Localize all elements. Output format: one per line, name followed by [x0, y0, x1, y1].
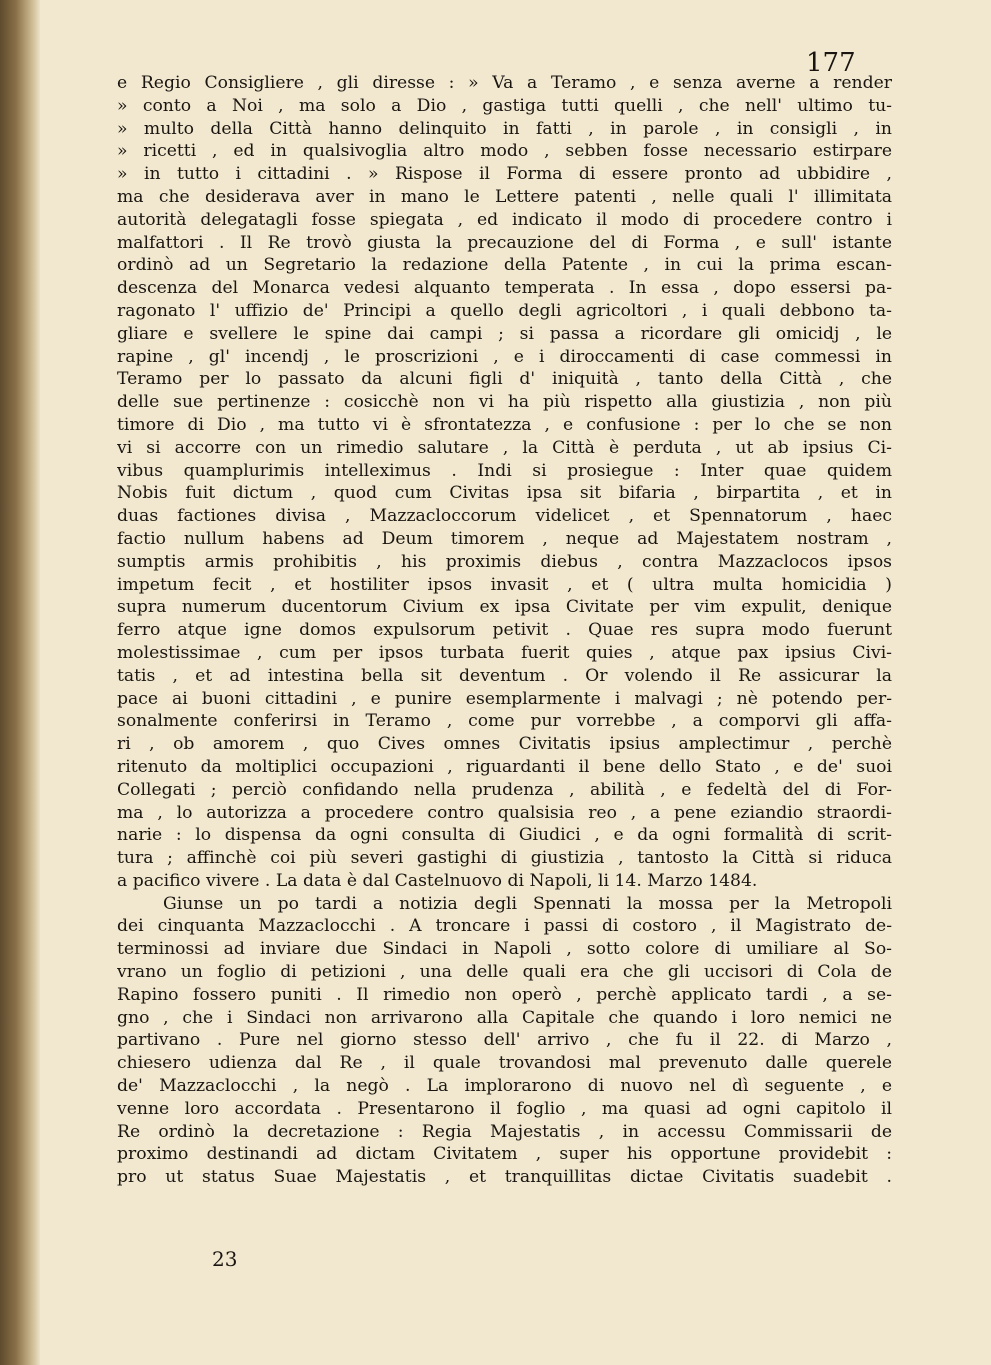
text-line: a pacifico vivere . La data è dal Castelnuovo di Napoli, li 14. Marzo 1484. [117, 870, 758, 891]
page-number: 177 [806, 48, 856, 78]
text-line: pace ai buoni cittadini , e punire esemplarmente i malvagi ; nè potendo per- [117, 688, 892, 709]
text-line: sonalmente conferirsi in Teramo , come pur vorrebbe , a comporvi gli affa- [117, 711, 892, 732]
text-line: duas factiones divisa , Mazzacloccorum videlicet , et Spennatorum , haec [117, 506, 892, 527]
text-line: de' Mazzaclocchi , la negò . La implorarono di nuovo nel dì seguente , e [117, 1076, 892, 1097]
signature-mark: 23 [212, 1247, 238, 1271]
text-line: venne loro accordata . Presentarono il foglio , ma quasi ad ogni capitolo il [117, 1098, 892, 1119]
text-line: delle sue pertinenze : cosicchè non vi ha più rispetto alla giustizia , non più [117, 392, 892, 413]
text-line: malfattori . Il Re trovò giusta la precauzione del di Forma , e sull' istante [117, 232, 892, 253]
text-line: timore di Dio , ma tutto vi è sfrontatezza , e confusione : per lo che se non [117, 414, 892, 435]
text-line: » in tutto i cittadini . » Rispose il Forma di essere pronto ad ubbidire , [117, 164, 892, 185]
text-line: vibus quamplurimis intelleximus . Indi si prosiegue : Inter quae quidem [117, 460, 892, 481]
text-line: factio nullum habens ad Deum timorem , neque ad Majestatem nostram , [117, 528, 892, 549]
text-line: ferro atque igne domos expulsorum petivit . Quae res supra modo fuerunt [117, 620, 892, 641]
text-line: » multo della Città hanno delinquito in fatti , in parole , in consigli , in [117, 118, 892, 139]
text-line: tatis , et ad intestina bella sit deventum . Or volendo il Re assicurar la [117, 665, 892, 686]
text-line: pro ut status Suae Majestatis , et tranquillitas dictae Civitatis suadebit . [117, 1167, 892, 1188]
text-line: Re ordinò la decretazione : Regia Majestatis , in accessu Commissarii de [117, 1121, 892, 1142]
text-line: supra numerum ducentorum Civium ex ipsa Civitate per vim expulit, denique [117, 597, 892, 618]
text-line: ma che desiderava aver in mano le Lettere patenti , nelle quali l' illimitata [117, 186, 892, 207]
text-line: Giunse un po tardi a notizia degli Spennati la mossa per la Metropoli [163, 893, 892, 914]
page-body-text [117, 72, 892, 1189]
text-line: rapine , gl' incendj , le proscrizioni , e i diroccamenti di case commessi in [117, 346, 892, 367]
text-line: gno , che i Sindaci non arrivarono alla Capitale che quando i loro nemici ne [117, 1007, 892, 1028]
text-line: ri , ob amorem , quo Cives omnes Civitatis ipsius amplectimur , perchè [117, 734, 892, 755]
text-line: tura ; affinchè coi più severi gastighi di giustizia , tantosto la Città si riduca [117, 848, 892, 869]
text-line: molestissimae , cum per ipsos turbata fuerit quies , atque pax ipsius Civi- [117, 642, 892, 663]
text-line: gliare e svellere le spine dai campi ; si passa a ricordare gli omicidj , le [117, 323, 892, 344]
text-line: Collegati ; perciò confidando nella prudenza , abilità , e fedeltà del di For- [117, 779, 892, 800]
text-line: vi si accorre con un rimedio salutare , la Città è perduta , ut ab ipsius Ci- [117, 437, 892, 458]
text-line: ritenuto da moltiplici occupazioni , riguardanti il bene dello Stato , e de' suoi [117, 756, 892, 777]
text-line: autorità delegatagli fosse spiegata , ed indicato il modo di procedere contro i [117, 209, 892, 230]
text-line: dei cinquanta Mazzaclocchi . A troncare i passi di costoro , il Magistrato de- [117, 916, 892, 937]
text-line: » conto a Noi , ma solo a Dio , gastiga tutti quelli , che nell' ultimo tu- [117, 95, 892, 116]
text-line: e Regio Consigliere , gli diresse : » Va a Teramo , e senza averne a render [117, 73, 892, 93]
text-line: terminossi ad inviare due Sindaci in Napoli , sotto colore di umiliare al So- [117, 939, 892, 960]
text-line: impetum fecit , et hostiliter ipsos invasit , et ( ultra multa homicidia ) [117, 574, 892, 595]
text-line: Teramo per lo passato da alcuni figli d' iniquità , tanto della Città , che [117, 369, 892, 390]
text-line: chiesero udienza dal Re , il quale trovandosi mal prevenuto dalle querele [117, 1053, 892, 1074]
text-line: vrano un foglio di petizioni , una delle quali era che gli uccisori di Cola de [117, 962, 892, 983]
text-line: ma , lo autorizza a procedere contro qualsisia reo , a pene eziandio straordi- [117, 802, 892, 823]
book-gutter [0, 0, 40, 1365]
text-line: partivano . Pure nel giorno stesso dell' arrivo , che fu il 22. di Marzo , [117, 1030, 892, 1051]
text-line: ordinò ad un Segretario la redazione della Patente , in cui la prima escan- [117, 255, 892, 276]
text-line: Rapino fossero puniti . Il rimedio non operò , perchè applicato tardi , a se- [117, 984, 892, 1005]
text-line: » ricetti , ed in qualsivoglia altro modo , sebben fosse necessario estirpare [117, 141, 892, 162]
text-line: sumptis armis prohibitis , his proximis diebus , contra Mazzaclocos ipsos [117, 551, 892, 572]
text-line: Nobis fuit dictum , quod cum Civitas ipsa sit bifaria , birpartita , et in [117, 483, 892, 504]
text-line: narie : lo dispensa da ogni consulta di Giudici , e da ogni formalità di scrit- [117, 825, 892, 846]
text-line: descenza del Monarca vedesi alquanto temperata . In essa , dopo essersi pa- [117, 278, 892, 299]
text-line: proximo destinandi ad dictam Civitatem , super his opportune providebit : [117, 1144, 892, 1165]
text-line: ragonato l' uffizio de' Principi a quello degli agricoltori , i quali debbono ta- [117, 300, 892, 321]
